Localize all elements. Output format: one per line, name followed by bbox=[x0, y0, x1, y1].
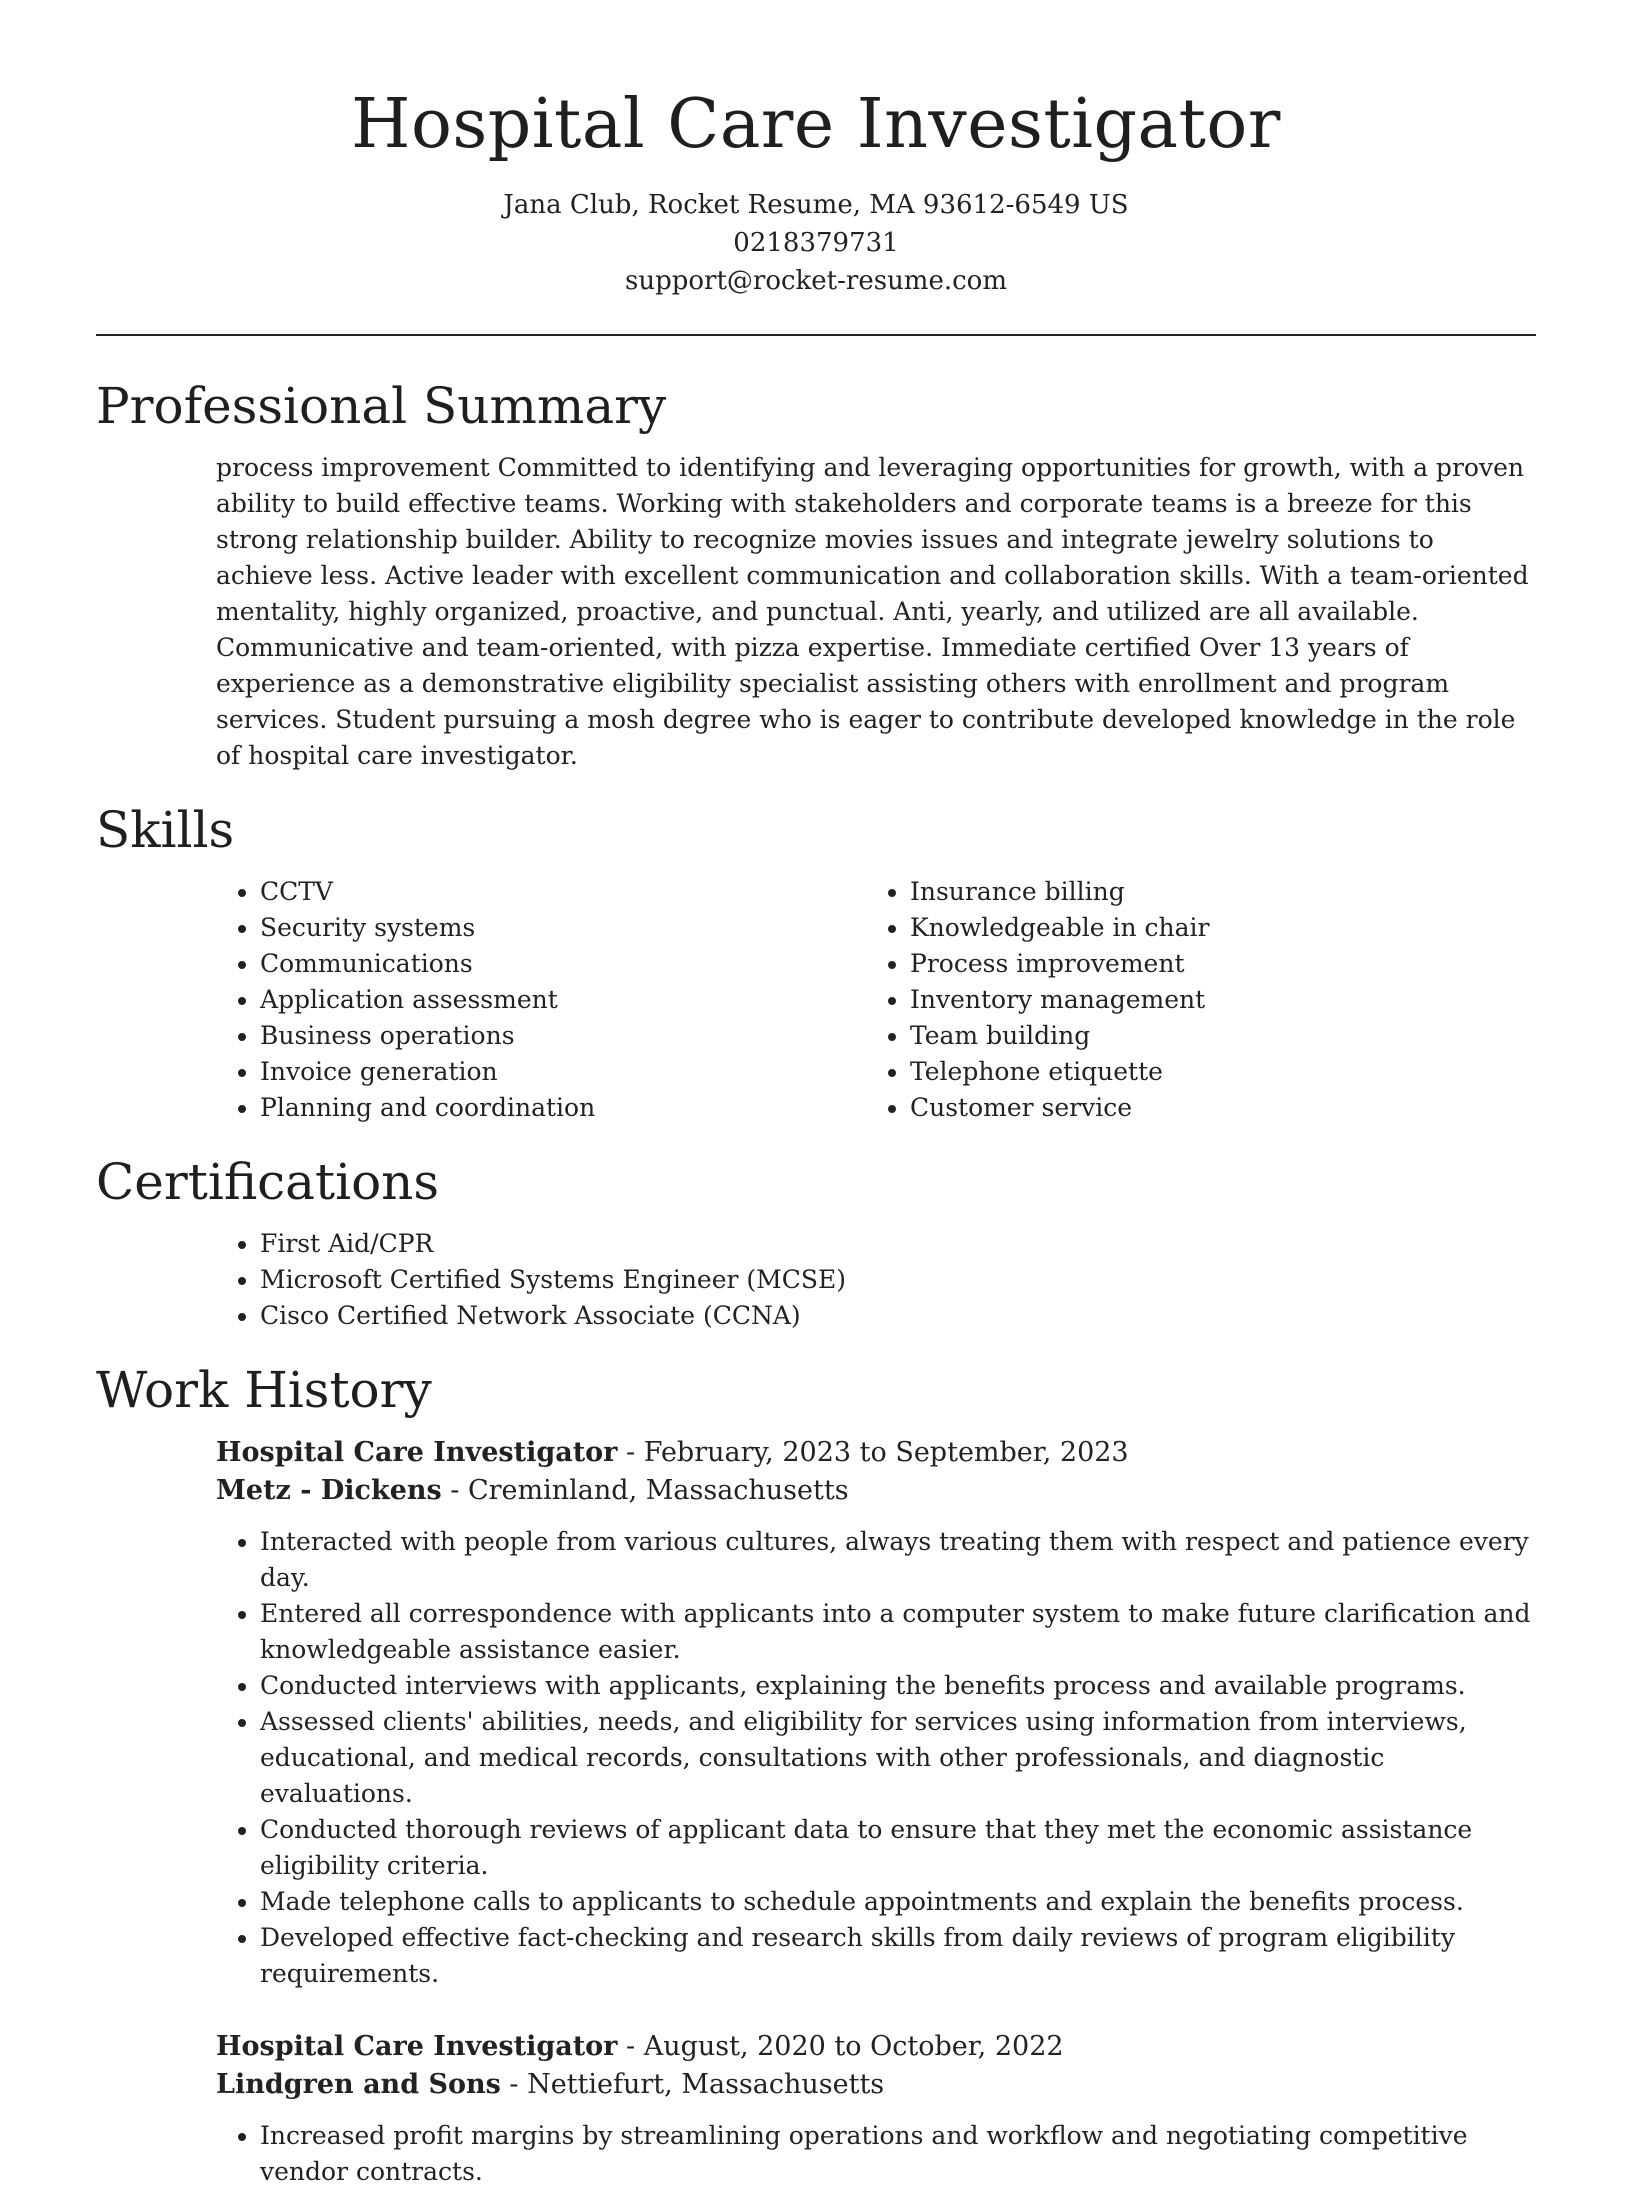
skill-item: • Invoice generation bbox=[260, 1054, 866, 1090]
job-dates: - February, 2023 to September, 2023 bbox=[617, 1436, 1129, 1468]
contact-phone: 0218379731 bbox=[733, 227, 899, 258]
skills-list-right bbox=[866, 874, 1536, 1126]
skill-item: • Telephone etiquette bbox=[910, 1054, 1536, 1090]
certification-item: • Cisco Certified Network Associate (CCNA) bbox=[260, 1298, 1536, 1334]
certifications-heading: Certifications bbox=[96, 1152, 440, 1211]
certification-item: • First Aid/CPR bbox=[260, 1226, 1536, 1262]
certifications-section bbox=[96, 1152, 1536, 1334]
job-duties-list bbox=[216, 1524, 1536, 1992]
job-title-line bbox=[216, 1434, 1536, 1472]
job-duty-item: • Conducted thorough reviews of applicant data to ensure that they met the economic assistance eligibility criteria. bbox=[260, 1812, 1536, 1884]
job-role: Hospital Care Investigator bbox=[216, 2030, 618, 2062]
job-company-line bbox=[216, 2066, 1536, 2104]
skills-heading: Skills bbox=[96, 800, 235, 859]
skill-item: • Team building bbox=[910, 1018, 1536, 1054]
skill-item: • Knowledgeable in chair bbox=[910, 910, 1536, 946]
job-duty-item: • Increased profit margins by streamlining operations and workflow and negotiating competitive vendor contracts. bbox=[260, 2118, 1536, 2190]
job-location: - Creminland, Massachusetts bbox=[441, 1474, 849, 1506]
work-history-section bbox=[96, 1360, 1536, 2190]
job-dates: - August, 2020 to October, 2022 bbox=[617, 2030, 1064, 2062]
skill-item: • Process improvement bbox=[910, 946, 1536, 982]
job-duty-item: • Made telephone calls to applicants to schedule appointments and explain the benefits process. bbox=[260, 1884, 1536, 1920]
summary-text: process improvement Committed to identifying and leveraging opportunities for growth, with a proven ability to build effective teams. Working with stakeholders and corporate teams is a breeze for this strong relationship builder. Ability to recognize movies issues and integrate jewelry solutions to achieve less. Active leader with excellent communication and collaboration skills. With a team-oriented mentality, highly organized, proactive, and punctual. Anti, yearly, and utilized are all available. Communicative and team-oriented, with pizza expertise. Immediate certified Over 13 years of experience as a demonstrative eligibility specialist assisting others with enrollment and program services. Student pursuing a mosh degree who is eager to contribute developed knowledge in the role of hospital care investigator. bbox=[216, 452, 1529, 770]
skill-item: • Customer service bbox=[910, 1090, 1536, 1126]
skill-item: • Application assessment bbox=[260, 982, 866, 1018]
job-entry bbox=[216, 1434, 1536, 1992]
job-duty-item: • Conducted interviews with applicants, explaining the benefits process and available programs. bbox=[260, 1668, 1536, 1704]
skill-item: • Communications bbox=[260, 946, 866, 982]
certification-item: • Microsoft Certified Systems Engineer (MCSE) bbox=[260, 1262, 1536, 1298]
job-entry bbox=[216, 2028, 1536, 2190]
skill-item: • Insurance billing bbox=[910, 874, 1536, 910]
job-location: - Nettiefurt, Massachusetts bbox=[500, 2068, 885, 2100]
job-company-line bbox=[216, 1472, 1536, 1510]
header-divider bbox=[96, 334, 1536, 336]
contact-email: support@rocket-resume.com bbox=[624, 265, 1007, 296]
skills-columns bbox=[216, 874, 1536, 1126]
job-role: Hospital Care Investigator bbox=[216, 1436, 618, 1468]
job-title-line bbox=[216, 2028, 1536, 2066]
summary-section bbox=[96, 376, 1536, 774]
work-history-heading: Work History bbox=[96, 1360, 432, 1419]
job-duty-item: • Assessed clients' abilities, needs, and eligibility for services using information from interviews, educational, and medical records, consultations with other professionals, and diagnostic evaluations. bbox=[260, 1704, 1536, 1812]
contact-address: Jana Club, Rocket Resume, MA 93612-6549 US bbox=[503, 189, 1129, 220]
job-company: Lindgren and Sons bbox=[216, 2068, 501, 2100]
skills-section bbox=[96, 800, 1536, 1126]
job-duty-item: • Developed effective fact-checking and research skills from daily reviews of program eligibility requirements. bbox=[260, 1920, 1536, 1992]
resume-header bbox=[96, 0, 1536, 300]
skill-item: • Planning and coordination bbox=[260, 1090, 866, 1126]
certifications-body bbox=[216, 1226, 1536, 1334]
job-duty-item: • Interacted with people from various cultures, always treating them with respect and patience every day. bbox=[260, 1524, 1536, 1596]
skill-item: • Security systems bbox=[260, 910, 866, 946]
job-company: Metz - Dickens bbox=[216, 1474, 442, 1506]
job-duty-item: • Entered all correspondence with applicants into a computer system to make future clarification and knowledgeable assistance easier. bbox=[260, 1596, 1536, 1668]
candidate-name: Hospital Care Investigator bbox=[351, 85, 1281, 164]
certifications-list bbox=[216, 1226, 1536, 1334]
skill-item: • Inventory management bbox=[910, 982, 1536, 1018]
resume-page bbox=[96, 0, 1536, 2190]
skill-item: • Business operations bbox=[260, 1018, 866, 1054]
skills-list-left bbox=[216, 874, 866, 1126]
summary-heading: Professional Summary bbox=[96, 376, 667, 435]
job-duties-list bbox=[216, 2118, 1536, 2190]
skill-item: • CCTV bbox=[260, 874, 866, 910]
